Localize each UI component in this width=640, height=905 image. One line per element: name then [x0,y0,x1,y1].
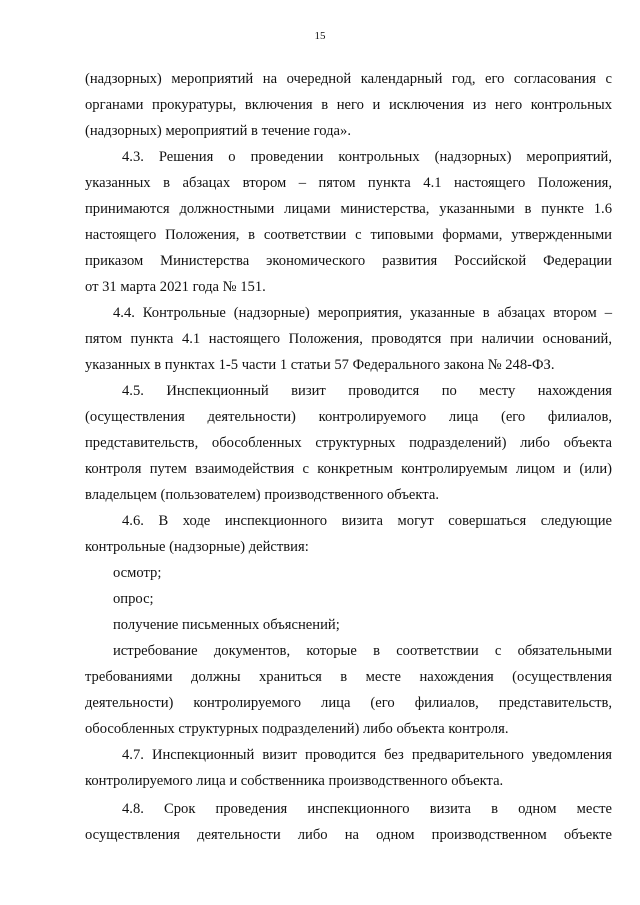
paragraph-4-3-start: 4.3. Решения о проведении контрольных (надзорных) мероприятий, [122,149,612,165]
text-line: требованиями должны храниться в месте нахождения (осуществления [85,669,612,685]
paragraph-4-6-start: 4.6. В ходе инспекционного визита могут совершаться следующие [122,513,612,529]
text-line: контроля путем взаимодействия с конкретным контролируемым лицом и (или) [85,461,612,477]
text-line: указанных в абзацах втором – пятом пункта 4.1 настоящего Положения, [85,175,612,191]
page-number: 15 [314,30,326,42]
paragraph-4-4-start: 4.4. Контрольные (надзорные) мероприятия, указанные в абзацах втором – [113,305,612,321]
list-item: получение письменных объяснений; [113,617,340,633]
text-line: (надзорных) мероприятий на очередной календарный год, его согласования с [85,71,612,87]
text-line: приказом Министерства экономического развития Российской Федерации [85,253,612,269]
paragraph-4-5-start: 4.5. Инспекционный визит проводится по месту нахождения [122,383,612,399]
text-line: представительств, обособленных структурных подразделений) либо объекта [85,435,612,451]
text-line: деятельности) контролируемого лица (его филиалов, представительств, [85,695,612,711]
list-item: осмотр; [113,565,162,581]
text-line: контролируемого лица и собственника производственного объекта. [85,773,504,789]
text-line: владельцем (пользователем) производственного объекта. [85,487,439,503]
text-line: органами прокуратуры, включения в него и исключения из него контрольных [85,97,612,113]
text-line: настоящего Положения, в соответствии с типовыми формами, утвержденными [85,227,612,243]
list-item: истребование документов, которые в соответствии с обязательными [113,643,612,659]
text-line: обособленных структурных подразделений) либо объекта контроля. [85,721,509,737]
text-line: (осуществления деятельности) контролируемого лица (его филиалов, [85,409,612,425]
text-line: указанных в пунктах 1-5 части 1 статьи 57 Федерального закона № 248-ФЗ. [85,357,555,373]
text-line: (надзорных) мероприятий в течение года». [85,123,351,139]
text-line: пятом пункта 4.1 настоящего Положения, проводятся при наличии оснований, [85,331,612,347]
paragraph-4-7-start: 4.7. Инспекционный визит проводится без предварительного уведомления [122,747,612,763]
list-item: опрос; [113,591,154,607]
paragraph-4-8-start: 4.8. Срок проведения инспекционного визита в одном месте [122,801,612,817]
text-line: от 31 марта 2021 года № 151. [85,279,266,295]
text-line: принимаются должностными лицами министерства, указанными в пункте 1.6 [85,201,612,217]
text-line: контрольные (надзорные) действия: [85,539,309,555]
text-line: осуществления деятельности либо на одном производственном объекте [85,827,612,843]
